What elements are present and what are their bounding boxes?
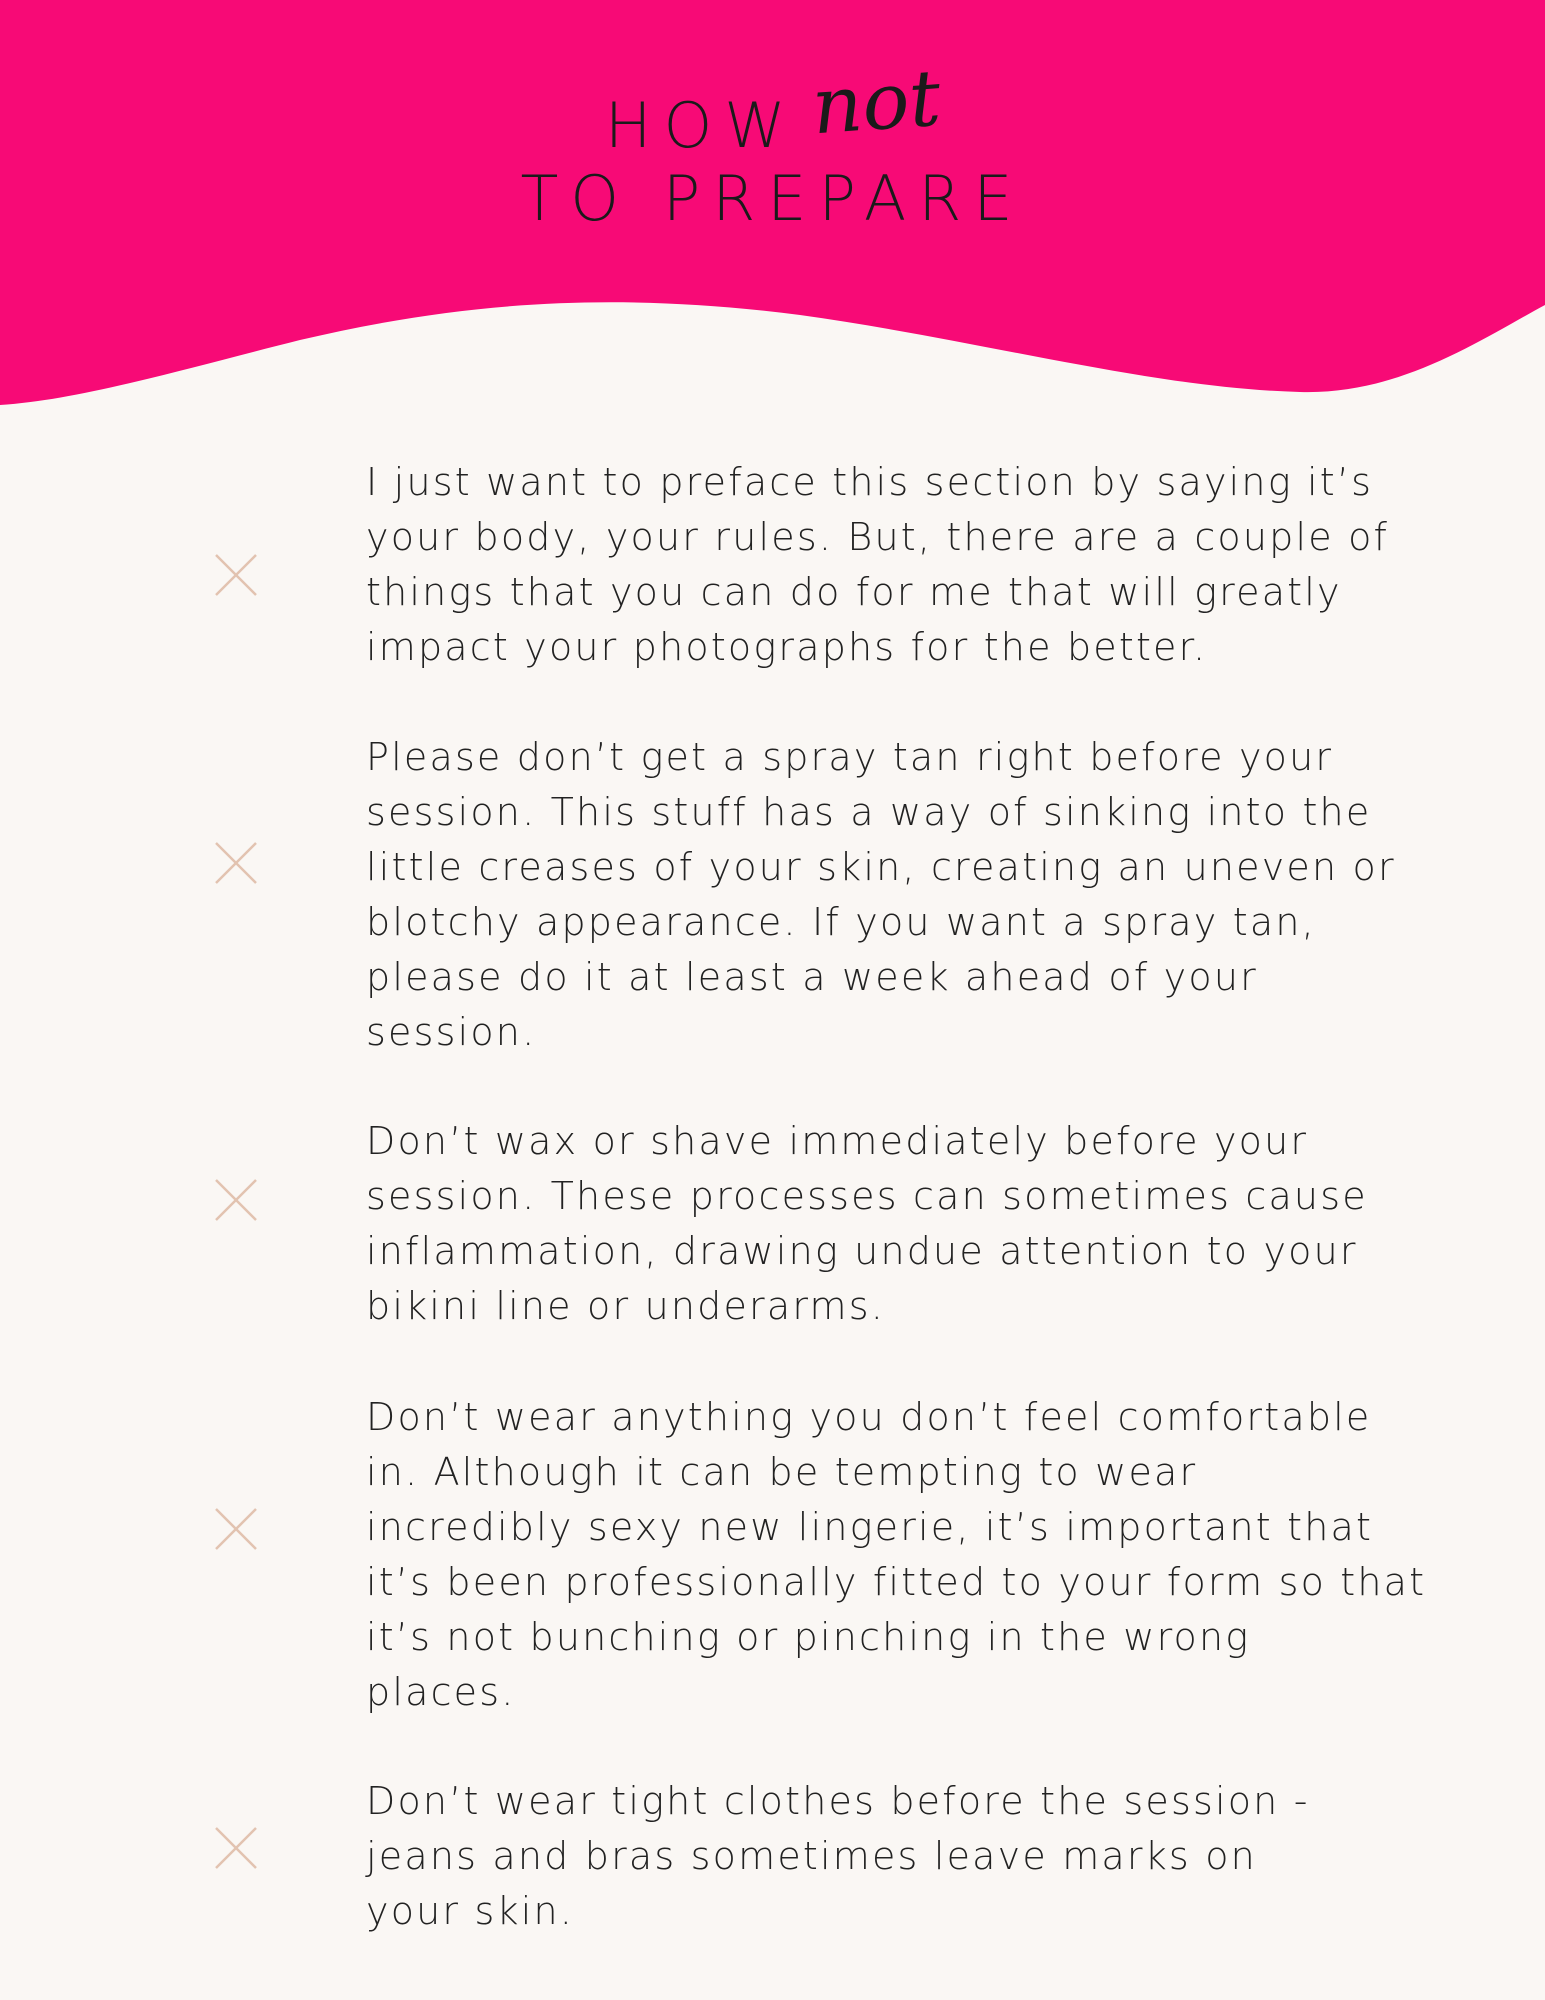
item-text: Please don’t get a spray tan right before your session. This stuff has a way of sinking into the little creases of your skin, creating an uneven or blotchy appearance. If you want a spray tan, please do it at least a week ahead of your session. <box>366 735 1396 1054</box>
title-line-1 <box>0 53 1545 162</box>
x-icon <box>214 841 258 885</box>
item-text: Don’t wax or shave immediately before your session. These processes can sometimes cause inflammation, drawing undue attention to your bikini line or underarms. <box>366 1119 1368 1328</box>
title-script-not: not <box>808 53 944 153</box>
item-text: I just want to preface this section by saying it’s your body, your rules. But, there are a couple of things that you can do for me that will greatly impact your photographs for the better. <box>366 460 1390 669</box>
title-word-how: HOW <box>604 89 798 162</box>
item-text: Don’t wear tight clothes before the session - jeans and bras sometimes leave marks on your skin. <box>366 1779 1310 1933</box>
item-text: Don’t wear anything you don’t feel comfortable in. Although it can be tempting to wear incredibly sexy new lingerie, it’s important that it’s been professionally fitted to your form so that it’s not bunching or pinching in the wrong places. <box>366 1395 1427 1714</box>
title-line-2: TO PREPARE <box>520 162 1025 235</box>
x-icon <box>214 1507 258 1551</box>
x-icon <box>214 1178 258 1222</box>
x-icon <box>214 553 258 597</box>
x-icon <box>214 1826 258 1870</box>
